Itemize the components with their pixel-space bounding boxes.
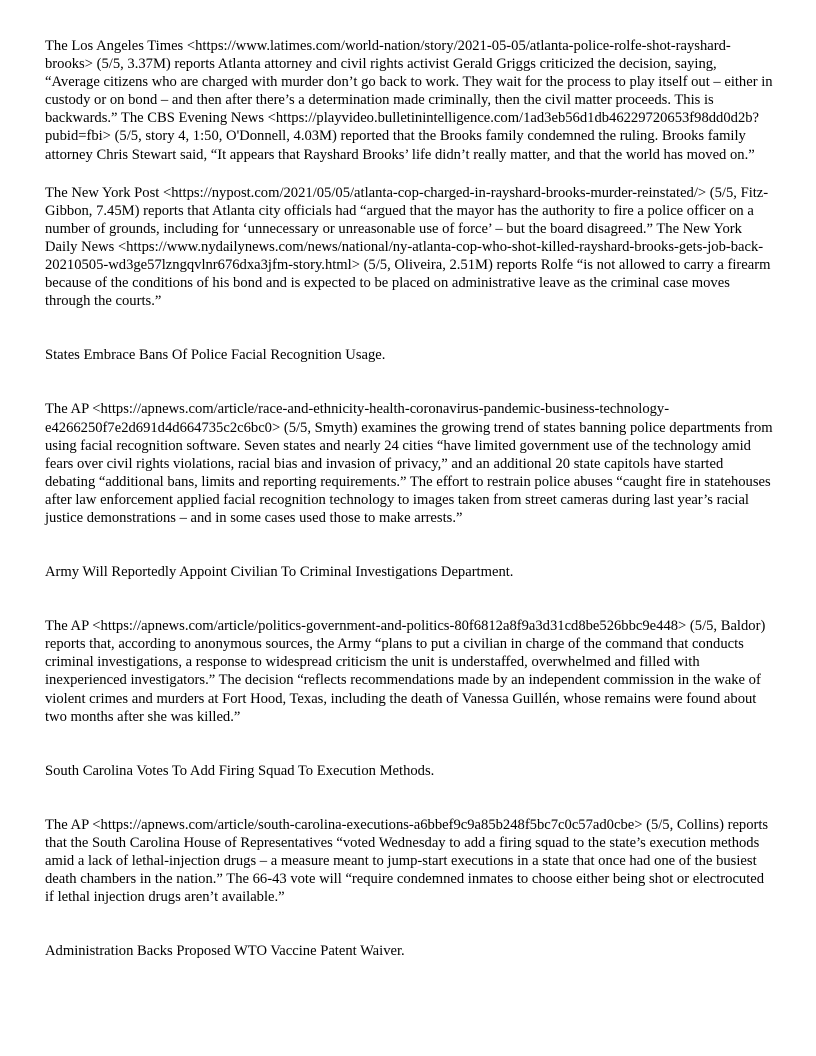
paragraph-gap <box>45 164 775 184</box>
section-gap <box>45 726 775 762</box>
document-page <box>45 37 775 960</box>
section-gap <box>45 906 775 942</box>
paragraph-ny-post: The New York Post <https://nypost.com/2021/05/05/atlanta-cop-charged-in-rayshard-brooks-murder-reinstated/> (5/5, Fitz-Gibbon, 7.45M) reports that Atlanta city officials had “argued that the mayor has the authority to fire a police officer on a number of grounds, including for ‘unnecessary or unreasonable use of force’ – but the board disagreed.” The New York Daily News <https://www.nydailynews.com/news/national/ny-atlanta-cop-who-shot-killed-rayshard-brooks-gets-job-back-20210505-wd3ge57lzngqvlnr676dxa3jfm-story.html> (5/5, Oliveira, 2.51M) reports Rolfe “is not allowed to carry a firearm because of the conditions of his bond and is expected to be placed on administrative leave as the criminal case moves through the courts.” <box>45 184 771 310</box>
headline-wto-vaccine: Administration Backs Proposed WTO Vaccine Patent Waiver. <box>45 943 405 960</box>
section-gap <box>45 780 775 816</box>
section-gap <box>45 527 775 563</box>
section-gap <box>45 310 775 346</box>
section-gap <box>45 581 775 617</box>
body-facial-recognition: The AP <https://apnews.com/article/race-and-ethnicity-health-coronavirus-pandemic-business-technology-e4266250f7e2d691d4d664735c2c6bc0> (5/5, Smyth) examines the growing trend of states banning police departments from using facial recognition software. Seven states and nearly 24 cities “have limited government use of the technology amid fears over civil rights violations, racial bias and invasion of privacy,” and an additional 20 state capitols have started debating “additional bans, limits and reporting requirements.” The effort to restrain police abuses “caught fire in statehouses after law enforcement applied facial recognition technology to images taken from street cameras during last year’s racial justice demonstrations – and in some cases used those to make arrests.” <box>45 401 773 526</box>
body-firing-squad: The AP <https://apnews.com/article/south-carolina-executions-a6bbef9c9a85b248f5bc7c0c57ad0cbe> (5/5, Collins) reports that the South Carolina House of Representatives “voted Wednesday to add a firing squad to the state’s execution methods amid a lack of lethal-injection drugs – a measure meant to jump-start executions in a state that once had one of the busiest death chambers in the nation.” The 66-43 vote will “require condemned inmates to choose either being shot or electrocuted if lethal injection drugs aren’t available.” <box>45 816 769 906</box>
headline-firing-squad: South Carolina Votes To Add Firing Squad To Execution Methods. <box>45 762 435 779</box>
body-army-civilian: The AP <https://apnews.com/article/politics-government-and-politics-80f6812a8f9a3d31cd8be526bbc9e448> (5/5, Baldor) reports that, according to anonymous sources, the Army “plans to put a civilian in charge of the command that conducts criminal investigations, a response to widespread criticism the unit is understaffed, overwhelmed and filled with inexperienced investigators.” The decision “reflects recommendations made by an independent commission in the wake of violent crimes and murders at Fort Hood, Texas, including the death of Vanessa Guillén, whose remains were found about two months after she was killed.” <box>45 618 766 725</box>
section-gap <box>45 364 775 400</box>
headline-army-civilian: Army Will Reportedly Appoint Civilian To Criminal Investigations Department. <box>45 564 514 581</box>
paragraph-la-times: The Los Angeles Times <https://www.latimes.com/world-nation/story/2021-05-05/atlanta-police-rolfe-shot-rayshard-brooks> (5/5, 3.37M) reports Atlanta attorney and civil rights activist Gerald Griggs criticized the decision, saying, “Average citizens who are charged with murder don’t go back to work. They wait for the process to play itself out – either in custody or on bond – and then after there’s a determination made criminally, then the civil matter proceeds. This is backwards.” The CBS Evening News <https://playvideo.bulletinintelligence.com/1ad3eb56d1db46229720653f98dd0d2b?pubid=fbi> (5/5, story 4, 1:50, O'Donnell, 4.03M) reported that the Brooks family condemned the ruling. Brooks family attorney Chris Stewart said, “It appears that Rayshard Brooks’ life didn’t really matter, and that the world has moved on.” <box>45 38 773 163</box>
headline-facial-recognition: States Embrace Bans Of Police Facial Recognition Usage. <box>45 347 386 364</box>
